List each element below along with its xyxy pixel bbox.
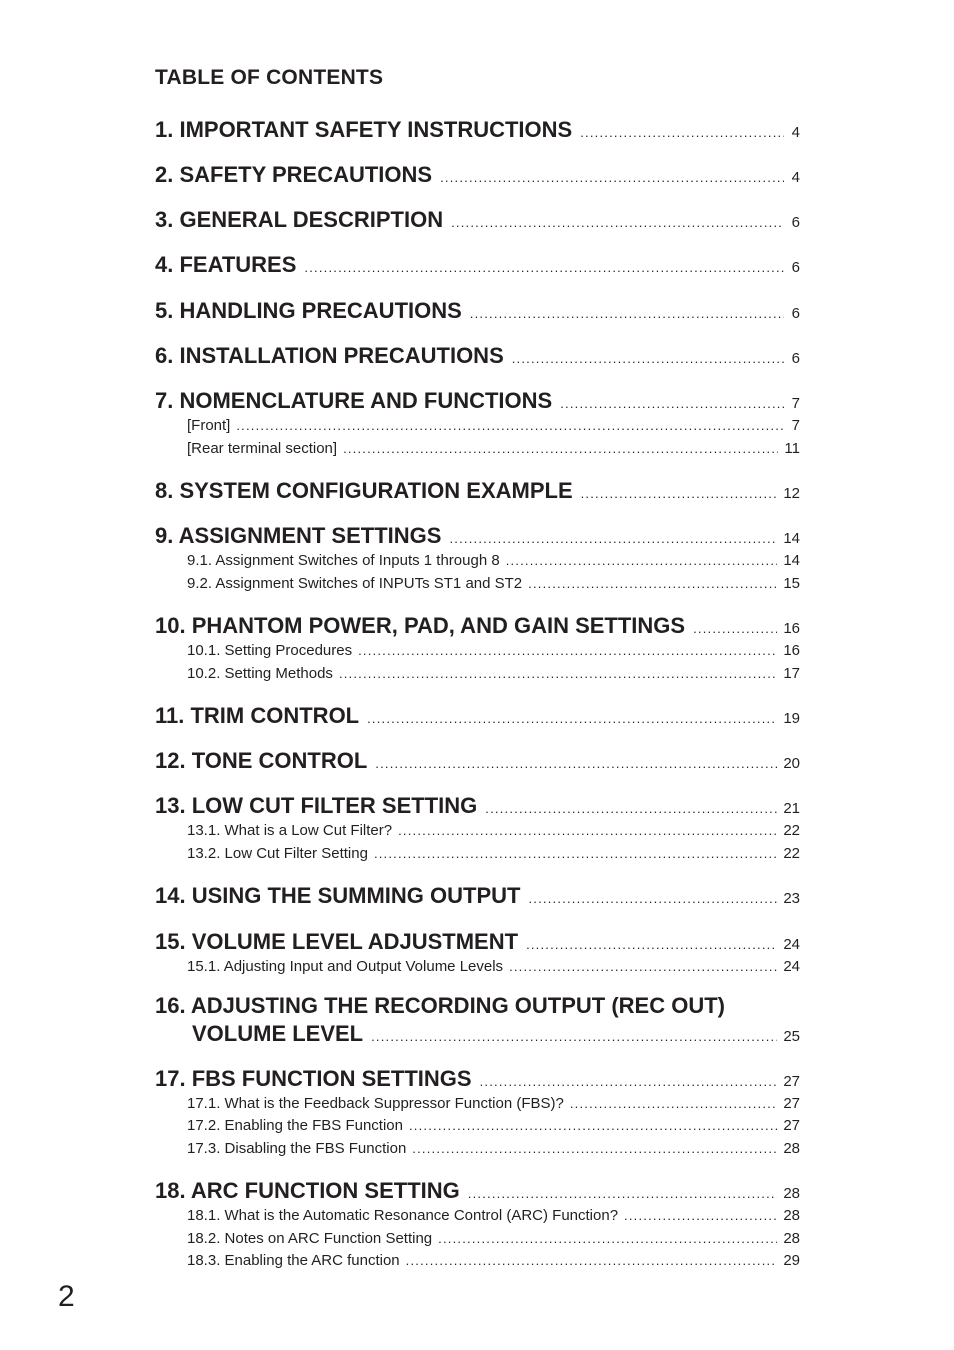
toc-entry-title: 4. FEATURES [155,252,297,277]
toc-entry-page: 6 [791,350,800,367]
toc-entry-9 [155,523,800,549]
toc-subentry-17-2 [187,1117,800,1134]
toc-entry-title: 8. SYSTEM CONFIGURATION EXAMPLE [155,478,573,503]
dot-leader [374,846,777,861]
toc-entry-title: 2. SAFETY PRECAUTIONS [155,162,433,187]
dot-leader [409,1118,777,1133]
dot-leader [693,621,777,636]
toc-subentry-18-2 [187,1230,800,1247]
dot-leader [451,215,784,230]
toc-entry-title: 11. TRIM CONTROL [155,703,360,728]
dot-leader [560,396,784,411]
toc-subentry-7-2 [187,440,800,457]
toc-entry-14 [155,883,800,909]
dot-leader [236,418,784,433]
toc-subentry-page: 24 [783,958,800,975]
dot-leader [509,959,777,974]
toc-entry-16 [192,1021,800,1047]
toc-subentry-page: 22 [783,845,800,862]
toc-subentry-page: 22 [783,822,800,839]
toc-subentry-title: [Rear terminal section] [187,440,338,457]
toc-entry-1 [155,117,800,143]
toc-entry-page: 16 [783,620,800,637]
toc-entry-title: 10. PHANTOM POWER, PAD, AND GAIN SETTINGS [155,613,686,638]
dot-leader [304,260,784,275]
toc-entry-17 [155,1066,800,1092]
toc-entry-title: 6. INSTALLATION PRECAUTIONS [155,343,504,368]
toc-entry-title-continuation: VOLUME LEVEL [192,1021,364,1046]
toc-entry-title: 13. LOW CUT FILTER SETTING [155,793,478,818]
dot-leader [528,891,777,906]
toc-subentry-7-1 [187,417,800,434]
dot-leader [375,756,777,771]
toc-entry-title: 7. NOMENCLATURE AND FUNCTIONS [155,388,553,413]
dot-leader [371,1029,777,1044]
dot-leader [526,937,777,952]
dot-leader [506,553,778,568]
toc-subentry-9-2 [187,575,800,592]
toc-entry-page: 7 [791,395,800,412]
dot-leader [343,441,778,456]
toc-entry-title: 15. VOLUME LEVEL ADJUSTMENT [155,929,519,954]
toc-entry-page: 28 [783,1185,800,1202]
toc-subentry-title: 17.3. Disabling the FBS Function [187,1140,407,1157]
toc-entry-15 [155,929,800,955]
toc-subentry-title: 18.1. What is the Automatic Resonance Control (ARC) Function? [187,1207,619,1224]
toc-subentry-17-1 [187,1095,800,1112]
toc-entry-6 [155,343,800,369]
toc-entry-page: 25 [783,1028,800,1045]
toc-entry-page: 4 [791,169,800,186]
toc-entry-page: 21 [783,800,800,817]
dot-leader [528,576,777,591]
toc-entry-10 [155,613,800,639]
dot-leader [624,1208,777,1223]
toc-subentry-13-1 [187,822,800,839]
toc-entry-7 [155,388,800,414]
toc-entry-page: 19 [783,710,800,727]
dot-leader [358,643,777,658]
toc-entry-4 [155,252,800,278]
toc-entry-2 [155,162,800,188]
dot-leader [480,1074,778,1089]
dot-leader [406,1253,778,1268]
toc-subentry-10-1 [187,642,800,659]
toc-subentry-10-2 [187,665,800,682]
toc-subentry-page: 15 [783,575,800,592]
toc-entry-page: 12 [783,485,800,502]
toc-subentry-13-2 [187,845,800,862]
toc-entry-title: 3. GENERAL DESCRIPTION [155,207,444,232]
dot-leader [581,486,778,501]
toc-subentry-title: 13.2. Low Cut Filter Setting [187,845,368,862]
dot-leader [339,666,777,681]
toc-entry-page: 27 [783,1073,800,1090]
dot-leader [512,351,784,366]
dot-leader [438,1231,777,1246]
toc-subentry-page: 29 [783,1252,800,1269]
toc-subentry-page: 28 [783,1230,800,1247]
toc-entry-title: 9. ASSIGNMENT SETTINGS [155,523,442,548]
toc-subentry-page: 16 [783,642,800,659]
dot-leader [485,801,777,816]
toc-subentry-title: 10.2. Setting Methods [187,665,333,682]
toc-entry-page: 20 [783,755,800,772]
toc-entry-page: 6 [791,305,800,322]
toc-subentry-17-3 [187,1140,800,1157]
toc-subentry-title: 18.2. Notes on ARC Function Setting [187,1230,433,1247]
toc-subentry-15-1 [187,958,800,975]
toc-subentry-title: 13.1. What is a Low Cut Filter? [187,822,393,839]
toc-subentry-18-3 [187,1252,800,1269]
toc-entry-title: 14. USING THE SUMMING OUTPUT [155,883,521,908]
dot-leader [468,1186,778,1201]
toc-subentry-18-1 [187,1207,800,1224]
toc-entry-3 [155,207,800,233]
toc-entry-title: 12. TONE CONTROL [155,748,368,773]
toc-entry-title: 5. HANDLING PRECAUTIONS [155,298,462,323]
page-number: 2 [58,1280,75,1313]
dot-leader [470,306,784,321]
toc-subentry-title: 17.1. What is the Feedback Suppressor Function (FBS)? [187,1095,564,1112]
toc-subentry-page: 28 [783,1140,800,1157]
dot-leader [449,531,777,546]
toc-entry-13 [155,793,800,819]
toc-entry-11 [155,703,800,729]
toc-subentry-title: 9.1. Assignment Switches of Inputs 1 through 8 [187,552,500,569]
toc-entry-page: 24 [783,936,800,953]
toc-subentry-title: 10.1. Setting Procedures [187,642,353,659]
toc-subentry-page: 27 [783,1095,800,1112]
toc-subentry-page: 11 [784,440,800,457]
toc-subentry-title: 18.3. Enabling the ARC function [187,1252,400,1269]
toc-subentry-title: 9.2. Assignment Switches of INPUTs ST1 and ST2 [187,575,523,592]
toc-entry-title: 1. IMPORTANT SAFETY INSTRUCTIONS [155,117,573,142]
toc-entry-5 [155,298,800,324]
dot-leader [440,170,784,185]
dot-leader [367,711,777,726]
dot-leader [398,823,777,838]
toc-subentry-title: 15.1. Adjusting Input and Output Volume Levels [187,958,504,975]
toc-entry-page: 4 [791,124,800,141]
toc-entry-page: 23 [783,890,800,907]
toc-entry-16-title-line1: 16. ADJUSTING THE RECORDING OUTPUT (REC OUT) [155,993,725,1018]
dot-leader [570,1096,777,1111]
toc-subentry-page: 14 [783,552,800,569]
toc-entry-page: 6 [791,259,800,276]
toc-entry-12 [155,748,800,774]
toc-entry-page: 14 [783,530,800,547]
toc-subentry-title: [Front] [187,417,231,434]
dot-leader [412,1141,777,1156]
toc-entry-title: 18. ARC FUNCTION SETTING [155,1178,460,1203]
toc-title: TABLE OF CONTENTS [155,66,384,89]
toc-entry-page: 6 [791,214,800,231]
toc-subentry-page: 28 [783,1207,800,1224]
toc-subentry-page: 7 [791,417,800,434]
toc-subentry-page: 17 [783,665,800,682]
toc-subentry-9-1 [187,552,800,569]
toc-entry-8 [155,478,800,504]
toc-subentry-title: 17.2. Enabling the FBS Function [187,1117,403,1134]
toc-entry-18 [155,1178,800,1204]
toc-entry-title: 17. FBS FUNCTION SETTINGS [155,1066,472,1091]
toc-subentry-page: 27 [783,1117,800,1134]
dot-leader [580,125,784,140]
